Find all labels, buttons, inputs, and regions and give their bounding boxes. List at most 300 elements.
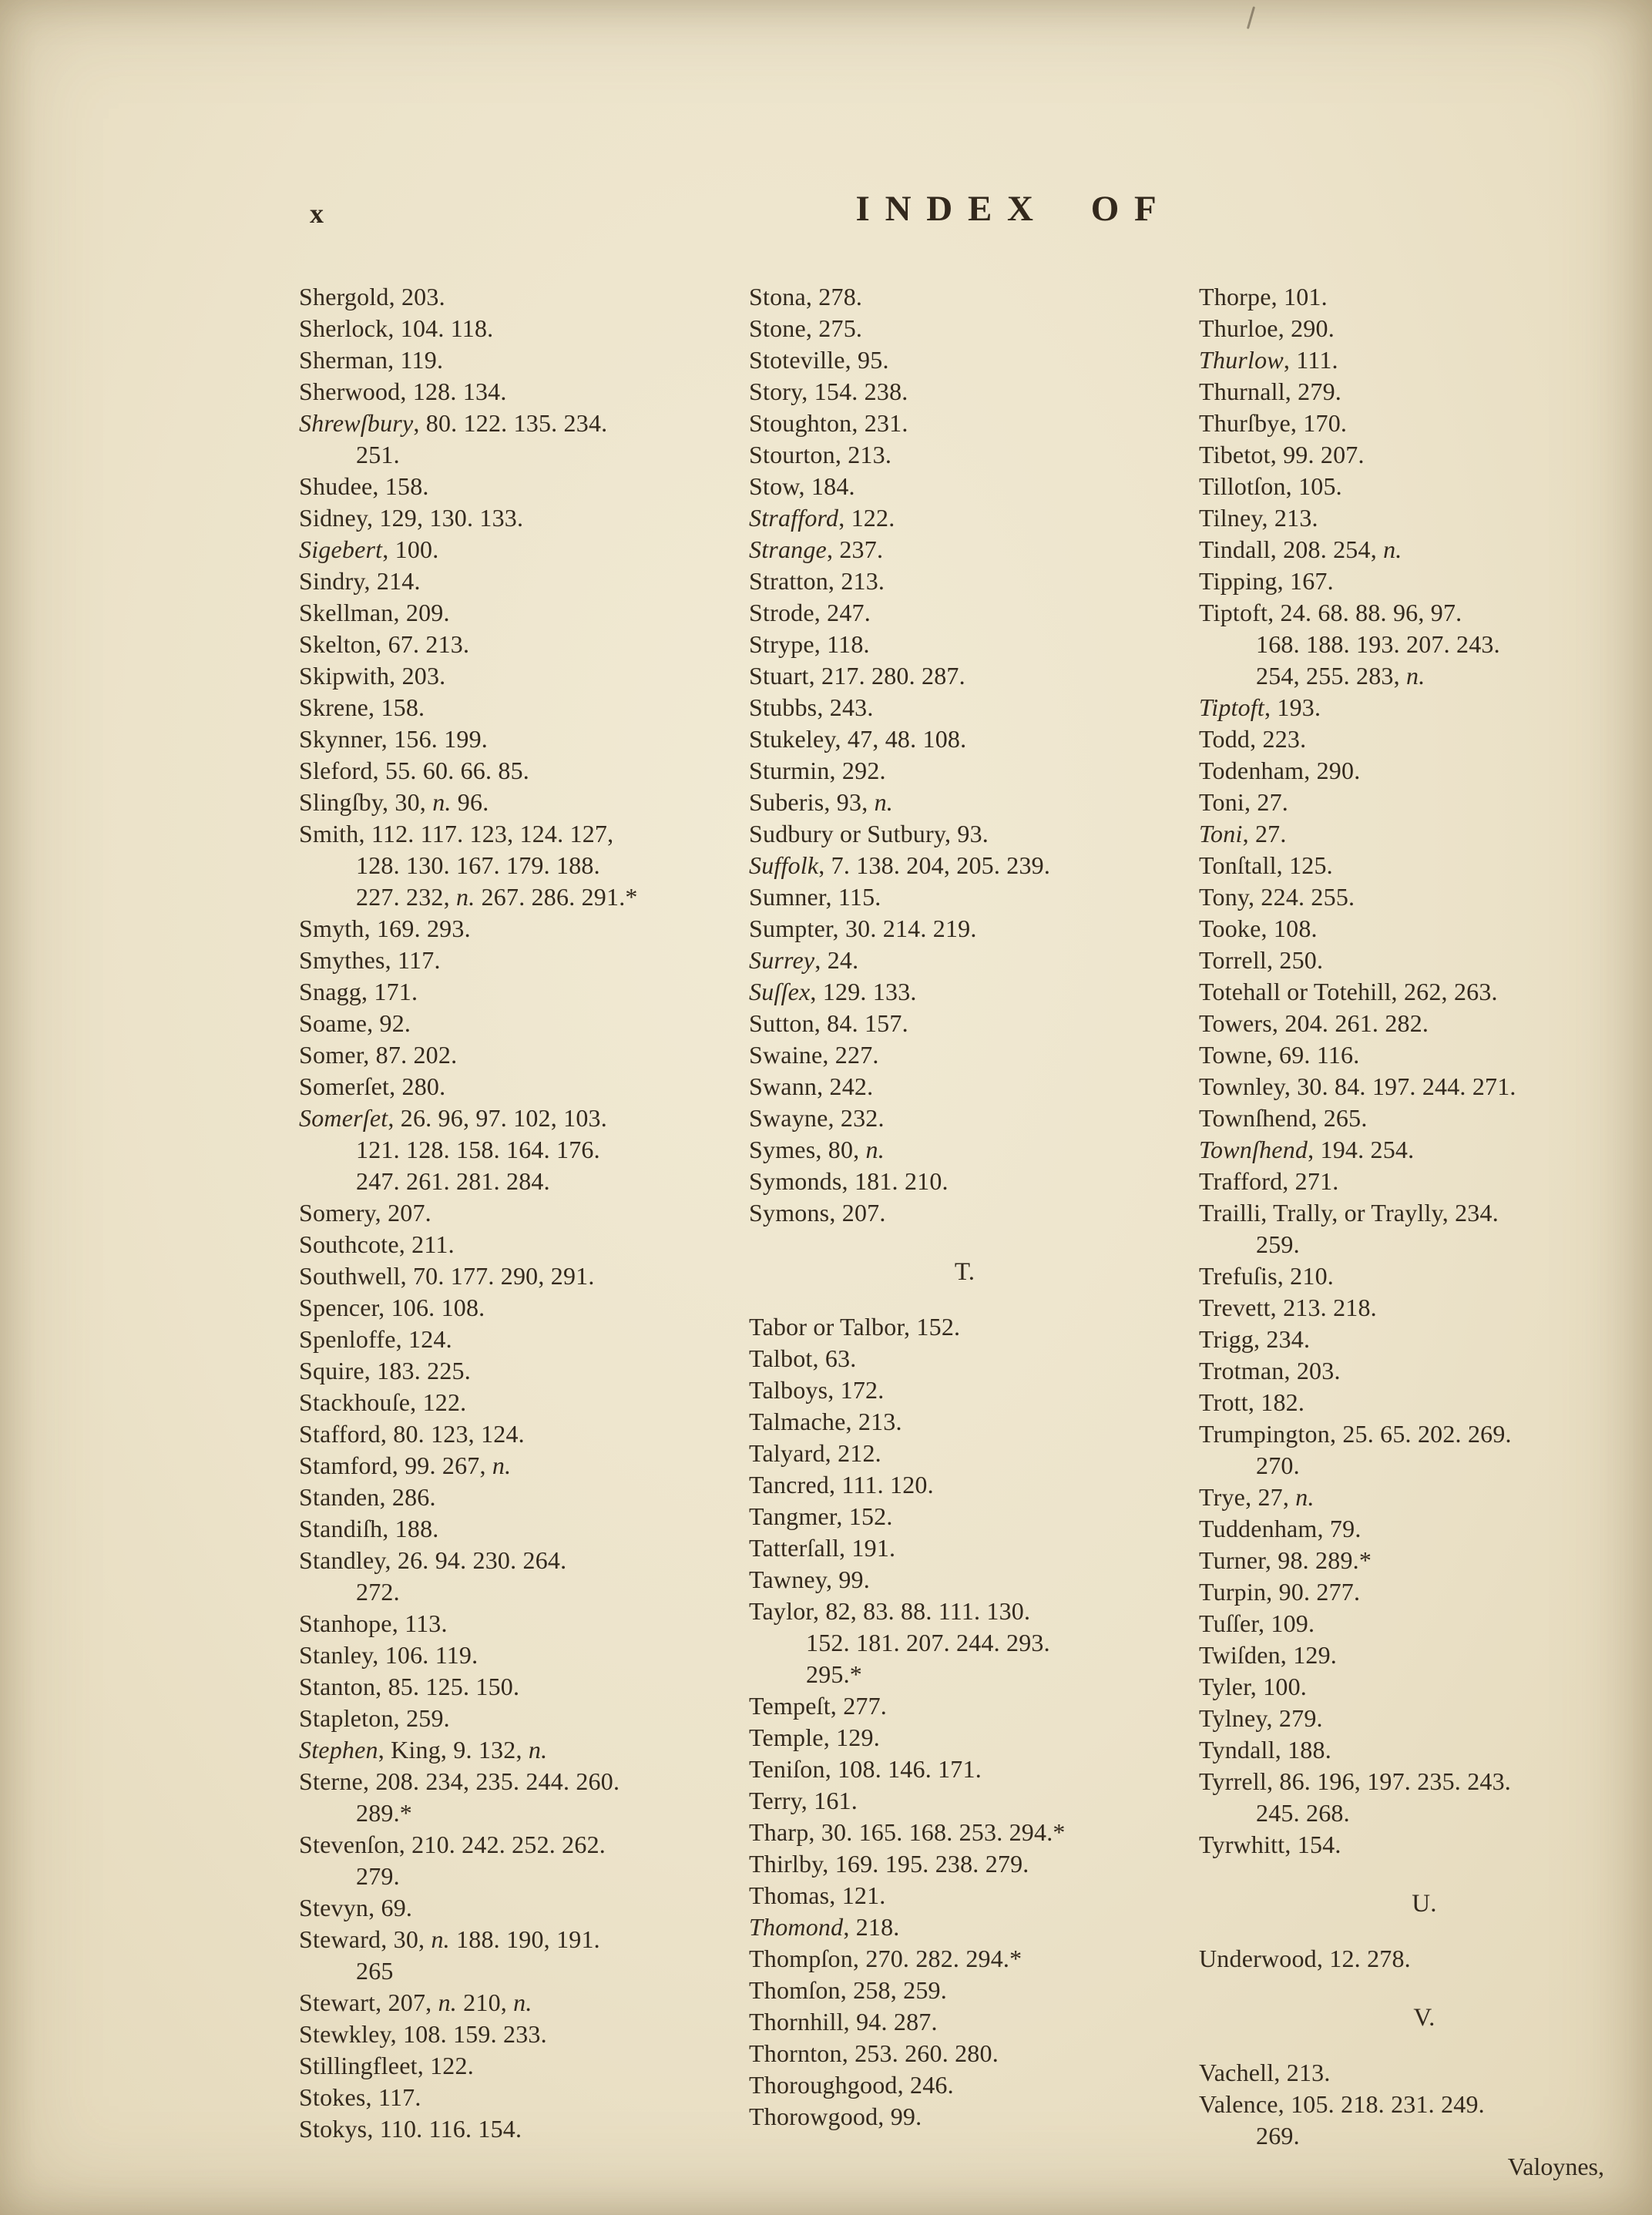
index-entry	[749, 439, 1180, 471]
entry-line: Thomond, 218.	[749, 1913, 900, 1941]
index-entry	[299, 1418, 730, 1450]
index-entry	[749, 1166, 1180, 1197]
index-entry	[1199, 2089, 1650, 2152]
index-entry	[1199, 1039, 1650, 1071]
index-entry	[749, 1943, 1180, 1975]
entry-line: Stone, 275.	[749, 314, 863, 342]
index-entry	[749, 1102, 1180, 1134]
index-entry	[299, 945, 730, 976]
entry-line: Swayne, 232.	[749, 1104, 885, 1132]
index-entry	[299, 2050, 730, 2082]
entry-line: Soame, 92.	[299, 1009, 411, 1037]
entry-continuation-line: 227. 232, n. 267. 286. 291.*	[356, 883, 638, 911]
entry-line: Tawney, 99.	[749, 1566, 870, 1593]
entry-continuation-line: 152. 181. 207. 244. 293.	[806, 1629, 1050, 1656]
entry-line: Toni, 27.	[1199, 788, 1289, 816]
entry-line: Shergold, 203.	[299, 283, 445, 310]
entry-line: Thorowgood, 99.	[749, 2103, 922, 2130]
index-entry	[749, 565, 1180, 597]
entry-line: Valence, 105. 218. 231. 249.	[1199, 2090, 1485, 2118]
entry-line: Stamford, 99. 267, n.	[299, 1451, 512, 1479]
entry-line: Shudee, 158.	[299, 472, 429, 500]
index-entry	[749, 313, 1180, 344]
entry-line: Thurloe, 290.	[1199, 314, 1335, 342]
index-entry	[299, 1703, 730, 1734]
entry-line: Swaine, 227.	[749, 1041, 879, 1069]
index-entry	[749, 1343, 1180, 1374]
index-entry	[1199, 1008, 1650, 1039]
entry-line: Torrell, 250.	[1199, 946, 1324, 974]
index-entry	[1199, 1734, 1650, 1766]
entry-line: Trefuſis, 210.	[1199, 1262, 1334, 1290]
index-entry	[749, 597, 1180, 629]
index-entry	[299, 692, 730, 723]
index-entry	[1199, 1671, 1650, 1703]
index-entry	[749, 1911, 1180, 1943]
entry-line: Tylney, 279.	[1199, 1704, 1323, 1732]
entry-line: Snagg, 171.	[299, 978, 418, 1005]
index-entry	[749, 2069, 1180, 2101]
index-entry	[299, 1671, 730, 1703]
entry-line: Tuddenham, 79.	[1199, 1515, 1362, 1542]
entry-line: Skellman, 209.	[299, 599, 450, 626]
entry-line: Thomſon, 258, 259.	[749, 1976, 947, 2004]
entry-line: Stubbs, 243.	[749, 693, 874, 721]
entry-continuation-line: 168. 188. 193. 207. 243.	[1256, 630, 1500, 658]
index-entry	[299, 1639, 730, 1671]
entry-line: Talmache, 213.	[749, 1408, 902, 1435]
entry-line: Skelton, 67. 213.	[299, 630, 470, 658]
entry-line: Stephen, King, 9. 132, n.	[299, 1736, 548, 1764]
index-entry	[299, 408, 730, 471]
pen-mark	[1247, 6, 1255, 29]
entry-line: Trye, 27, n.	[1199, 1483, 1315, 1511]
index-entry	[1199, 1292, 1650, 1324]
entry-line: Thurſbye, 170.	[1199, 409, 1348, 437]
index-entry	[749, 1374, 1180, 1406]
index-entry	[749, 1008, 1180, 1039]
index-entry	[1199, 850, 1650, 881]
index-entry	[1199, 755, 1650, 787]
entry-continuation-line: 265	[356, 1957, 394, 1985]
entry-continuation-line: 269.	[1256, 2122, 1300, 2150]
index-entry	[749, 976, 1180, 1008]
entry-line: Tipping, 167.	[1199, 567, 1334, 595]
index-entry	[1199, 376, 1650, 408]
index-entry	[749, 787, 1180, 818]
index-entry	[749, 1690, 1180, 1722]
entry-line: Trailli, Trally, or Traylly, 234.	[1199, 1199, 1499, 1227]
index-entry	[749, 1975, 1180, 2006]
entry-line: Tillotſon, 105.	[1199, 472, 1342, 500]
entry-line: Tonſtall, 125.	[1199, 851, 1333, 879]
entry-line: Tyler, 100.	[1199, 1673, 1307, 1700]
index-entry	[749, 1469, 1180, 1501]
index-entry	[299, 2019, 730, 2050]
index-entry	[749, 692, 1180, 723]
entry-line: Thurlow, 111.	[1199, 346, 1338, 374]
entry-line: Tony, 224. 255.	[1199, 883, 1355, 911]
entry-line: Stapleton, 259.	[299, 1704, 450, 1732]
entry-line: Stevenſon, 210. 242. 252. 262.	[299, 1831, 606, 1858]
index-entry	[299, 1482, 730, 1513]
entry-line: Townley, 30. 84. 197. 244. 271.	[1199, 1072, 1516, 1100]
index-column-1	[299, 281, 730, 2152]
index-entry	[749, 850, 1180, 881]
entry-line: Sumpter, 30. 214. 219.	[749, 915, 977, 942]
entry-line: Stanley, 106. 119.	[299, 1641, 478, 1669]
entry-line: Townſhend, 194. 254.	[1199, 1136, 1415, 1163]
index-entry	[1199, 1387, 1650, 1418]
entry-line: Somerſet, 280.	[299, 1072, 446, 1100]
index-entry	[1199, 1703, 1650, 1734]
entry-line: Thornhill, 94. 287.	[749, 2008, 938, 2035]
entry-line: Sigebert, 100.	[299, 535, 439, 563]
index-entry	[749, 1848, 1180, 1880]
index-entry	[749, 2006, 1180, 2038]
index-entry	[299, 1545, 730, 1608]
index-entry	[1199, 723, 1650, 755]
index-entry	[749, 1438, 1180, 1469]
entry-line: Terry, 161.	[749, 1787, 858, 1814]
index-entry	[749, 1754, 1180, 1785]
entry-line: Tyndall, 188.	[1199, 1736, 1331, 1764]
entry-line: Story, 154. 238.	[749, 378, 908, 405]
page-number: x	[310, 198, 324, 229]
index-entry	[1199, 1829, 1650, 1861]
entry-line: Tilney, 213.	[1199, 504, 1318, 532]
index-entry	[1199, 439, 1650, 471]
index-entry	[1199, 1943, 1650, 1975]
index-entry	[749, 723, 1180, 755]
entry-line: Spencer, 106. 108.	[299, 1294, 485, 1321]
index-entry	[749, 502, 1180, 534]
entry-line: Tabor or Talbor, 152.	[749, 1313, 961, 1341]
entry-line: Teniſon, 108. 146. 171.	[749, 1755, 982, 1783]
entry-line: Stokes, 117.	[299, 2083, 421, 2111]
entry-line: Trafford, 271.	[1199, 1167, 1339, 1195]
index-entry	[749, 1817, 1180, 1848]
entry-line: Stona, 278.	[749, 283, 863, 310]
index-entry	[1199, 818, 1650, 850]
entry-continuation-line: 245. 268.	[1256, 1799, 1350, 1827]
index-entry	[1199, 1482, 1650, 1513]
entry-line: Symons, 207.	[749, 1199, 886, 1227]
index-entry	[299, 2082, 730, 2113]
entry-line: Standiſh, 188.	[299, 1515, 439, 1542]
entry-line: Strange, 237.	[749, 535, 884, 563]
entry-line: Slingſby, 30, n. 96.	[299, 788, 489, 816]
index-entry	[299, 281, 730, 313]
index-entry	[299, 597, 730, 629]
entry-continuation-line: 259.	[1256, 1230, 1300, 1258]
entry-line: Sumner, 115.	[749, 883, 881, 911]
entry-line: Toni, 27.	[1199, 820, 1287, 847]
entry-line: Sudbury or Sutbury, 93.	[749, 820, 989, 847]
index-entry	[1199, 1102, 1650, 1134]
section-heading: V.	[1413, 2004, 1435, 2032]
entry-line: Thurnall, 279.	[1199, 378, 1341, 405]
index-entry	[1199, 1355, 1650, 1387]
entry-line: Tancred, 111. 120.	[749, 1471, 934, 1498]
index-entry	[299, 755, 730, 787]
index-entry	[299, 1608, 730, 1639]
entry-line: Twiſden, 129.	[1199, 1641, 1338, 1669]
index-entry	[1199, 471, 1650, 502]
entry-line: Tyrwhitt, 154.	[1199, 1831, 1341, 1858]
index-entry	[749, 1596, 1180, 1690]
entry-line: Somery, 207.	[299, 1199, 431, 1227]
index-entry	[299, 376, 730, 408]
entry-line: Sutton, 84. 157.	[749, 1009, 908, 1037]
index-entry	[749, 818, 1180, 850]
index-entry	[1199, 1766, 1650, 1829]
entry-line: Trigg, 234.	[1199, 1325, 1311, 1353]
index-column-3	[1199, 281, 1650, 2152]
entry-line: Talyard, 212.	[749, 1439, 881, 1467]
entry-line: Tangmer, 152.	[749, 1502, 893, 1530]
entry-line: Smyth, 169. 293.	[299, 915, 471, 942]
entry-line: Sherlock, 104. 118.	[299, 314, 494, 342]
entry-line: Todd, 223.	[1199, 725, 1307, 753]
index-entry	[1199, 1134, 1650, 1166]
index-entry	[1199, 534, 1650, 565]
index-entry	[299, 787, 730, 818]
index-entry	[749, 1071, 1180, 1102]
entry-line: Tempeſt, 277.	[749, 1692, 887, 1720]
index-entry	[299, 1008, 730, 1039]
entry-line: Symonds, 181. 210.	[749, 1167, 949, 1195]
index-entry	[1199, 1639, 1650, 1671]
entry-line: Temple, 129.	[749, 1723, 880, 1751]
index-entry	[749, 881, 1180, 913]
index-entry	[299, 471, 730, 502]
entry-line: Skynner, 156. 199.	[299, 725, 488, 753]
index-entry	[299, 1071, 730, 1102]
index-entry	[299, 1924, 730, 1987]
index-entry	[1199, 1197, 1650, 1260]
entry-continuation-line: 128. 130. 167. 179. 188.	[356, 851, 600, 879]
entry-line: Thirlby, 169. 195. 238. 279.	[749, 1850, 1029, 1878]
index-entry	[1199, 1576, 1650, 1608]
index-entry	[299, 1260, 730, 1292]
entry-line: Southwell, 70. 177. 290, 291.	[299, 1262, 595, 1290]
index-entry	[299, 1324, 730, 1355]
index-entry	[1199, 2057, 1650, 2089]
entry-line: Taylor, 82, 83. 88. 111. 130.	[749, 1597, 1031, 1625]
index-entry	[299, 723, 730, 755]
entry-line: Steward, 30, n. 188. 190, 191.	[299, 1925, 600, 1953]
index-entry	[749, 2038, 1180, 2069]
entry-continuation-line: 289.*	[356, 1799, 412, 1827]
entry-continuation-line: 295.*	[806, 1660, 862, 1688]
entry-continuation-line: 270.	[1256, 1451, 1300, 1479]
entry-line: Stokys, 110. 116. 154.	[299, 2115, 522, 2143]
index-entry	[299, 1734, 730, 1766]
entry-line: Tibetot, 99. 207.	[1199, 441, 1365, 468]
index-entry	[1199, 313, 1650, 344]
entry-line: Thoroughgood, 246.	[749, 2071, 954, 2099]
entry-line: Tuſſer, 109.	[1199, 1609, 1315, 1637]
index-entry	[299, 1039, 730, 1071]
index-entry	[749, 408, 1180, 439]
index-entry	[1199, 1608, 1650, 1639]
entry-line: Stevyn, 69.	[299, 1894, 413, 1921]
entry-line: Thorpe, 101.	[1199, 283, 1328, 310]
index-entry	[299, 1102, 730, 1197]
entry-line: Stewart, 207, n. 210, n.	[299, 1988, 532, 2016]
entry-line: Towers, 204. 261. 282.	[1199, 1009, 1429, 1037]
index-entry	[749, 1722, 1180, 1754]
index-entry	[1199, 913, 1650, 945]
index-entry	[1199, 597, 1650, 692]
entry-line: Trevett, 213. 218.	[1199, 1294, 1377, 1321]
index-entry	[749, 1501, 1180, 1532]
index-entry	[299, 1450, 730, 1482]
index-entry	[299, 913, 730, 945]
index-entry	[1199, 281, 1650, 313]
entry-continuation-line: 272.	[356, 1578, 400, 1606]
entry-line: Suſſex, 129. 133.	[749, 978, 917, 1005]
index-entry	[299, 1229, 730, 1260]
index-entry	[749, 2101, 1180, 2133]
entry-line: Smythes, 117.	[299, 946, 441, 974]
entry-line: Thornton, 253. 260. 280.	[749, 2039, 999, 2067]
entry-line: Standley, 26. 94. 230. 264.	[299, 1546, 567, 1574]
entry-line: Smith, 112. 117. 123, 124. 127,	[299, 820, 614, 847]
index-entry	[1199, 1513, 1650, 1545]
index-entry	[299, 1197, 730, 1229]
entry-line: Sindry, 214.	[299, 567, 421, 595]
page-header	[299, 188, 1628, 230]
index-entry	[299, 2113, 730, 2145]
entry-line: Talboys, 172.	[749, 1376, 885, 1404]
entry-line: Skrene, 158.	[299, 693, 425, 721]
index-entry	[299, 1766, 730, 1829]
entry-line: Sturmin, 292.	[749, 757, 886, 784]
entry-line: Strafford, 122.	[749, 504, 895, 532]
index-entry	[299, 565, 730, 597]
entry-line: Sterne, 208. 234, 235. 244. 260.	[299, 1767, 620, 1795]
index-entry	[299, 502, 730, 534]
index-entry	[299, 313, 730, 344]
index-entry	[1199, 1545, 1650, 1576]
entry-line: Thompſon, 270. 282. 294.*	[749, 1945, 1022, 1972]
entry-line: Thomas, 121.	[749, 1881, 886, 1909]
index-entry	[299, 1513, 730, 1545]
index-entry	[1199, 692, 1650, 723]
entry-line: Swann, 242.	[749, 1072, 874, 1100]
index-entry	[1199, 1260, 1650, 1292]
index-entry	[1199, 1324, 1650, 1355]
entry-line: Surrey, 24.	[749, 946, 859, 974]
entry-continuation-line: 121. 128. 158. 164. 176.	[356, 1136, 600, 1163]
index-entry	[1199, 502, 1650, 534]
entry-line: Strype, 118.	[749, 630, 870, 658]
index-entry	[1199, 565, 1650, 597]
index-entry	[299, 1387, 730, 1418]
entry-line: Suberis, 93, n.	[749, 788, 894, 816]
entry-line: Sherwood, 128. 134.	[299, 378, 507, 405]
entry-line: Tyrrell, 86. 196, 197. 235. 243.	[1199, 1767, 1512, 1795]
index-entry	[749, 1039, 1180, 1071]
index-columns	[299, 281, 1650, 2152]
entry-line: Suffolk, 7. 138. 204, 205. 239.	[749, 851, 1051, 879]
entry-line: Stow, 184.	[749, 472, 855, 500]
entry-line: Skipwith, 203.	[299, 662, 446, 690]
entry-line: Strode, 247.	[749, 599, 871, 626]
index-entry	[1199, 787, 1650, 818]
entry-line: Stanhope, 113.	[299, 1609, 448, 1637]
entry-line: Vachell, 213.	[1199, 2059, 1331, 2086]
index-entry	[749, 1564, 1180, 1596]
index-entry	[299, 1987, 730, 2019]
entry-line: Underwood, 12. 278.	[1199, 1945, 1411, 1972]
entry-line: Tooke, 108.	[1199, 915, 1318, 942]
index-entry	[299, 344, 730, 376]
index-entry	[749, 1532, 1180, 1564]
entry-line: Todenham, 290.	[1199, 757, 1361, 784]
index-entry	[1199, 1071, 1650, 1102]
entry-line: Stuart, 217. 280. 287.	[749, 662, 965, 690]
index-entry	[749, 629, 1180, 660]
index-entry	[749, 344, 1180, 376]
index-entry	[299, 660, 730, 692]
entry-line: Southcote, 211.	[299, 1230, 455, 1258]
entry-line: Sherman, 119.	[299, 346, 444, 374]
index-entry	[299, 1829, 730, 1892]
section-heading: T.	[954, 1258, 975, 1286]
index-entry	[749, 1785, 1180, 1817]
entry-line: Towne, 69. 116.	[1199, 1041, 1360, 1069]
index-entry	[1199, 344, 1650, 376]
entry-line: Somer, 87. 202.	[299, 1041, 458, 1069]
index-entry	[749, 945, 1180, 976]
entry-line: Somerſet, 26. 96, 97. 102, 103.	[299, 1104, 607, 1132]
entry-continuation-line: 254, 255. 283, n.	[1256, 662, 1425, 690]
entry-line: Turner, 98. 289.*	[1199, 1546, 1372, 1574]
index-column-2	[749, 281, 1180, 2152]
section-heading: U.	[1412, 1890, 1437, 1918]
index-entry	[749, 755, 1180, 787]
entry-line: Standen, 286.	[299, 1483, 436, 1511]
index-entry	[749, 1406, 1180, 1438]
index-entry	[299, 629, 730, 660]
entry-line: Stratton, 213.	[749, 567, 885, 595]
index-entry	[299, 1892, 730, 1924]
entry-line: Squire, 183. 225.	[299, 1357, 471, 1384]
index-entry	[1199, 1418, 1650, 1482]
index-entry	[1199, 408, 1650, 439]
index-entry	[1199, 945, 1650, 976]
entry-line: Totehall or Totehill, 262, 263.	[1199, 978, 1498, 1005]
index-entry	[749, 1311, 1180, 1343]
index-entry	[299, 534, 730, 565]
index-entry	[749, 281, 1180, 313]
index-entry	[299, 818, 730, 913]
entry-line: Stillingfleet, 122.	[299, 2052, 474, 2079]
entry-line: Tindall, 208. 254, n.	[1199, 535, 1402, 563]
entry-line: Stukeley, 47, 48. 108.	[749, 725, 967, 753]
catchword: Valoynes,	[1507, 2153, 1604, 2180]
entry-line: Tatterſall, 191.	[749, 1534, 896, 1562]
entry-continuation-line: 279.	[356, 1862, 400, 1890]
index-entry	[299, 1292, 730, 1324]
entry-continuation-line: 251.	[356, 441, 400, 468]
index-entry	[749, 1197, 1180, 1229]
entry-line: Spenloffe, 124.	[299, 1325, 452, 1353]
entry-line: Sleford, 55. 60. 66. 85.	[299, 757, 530, 784]
